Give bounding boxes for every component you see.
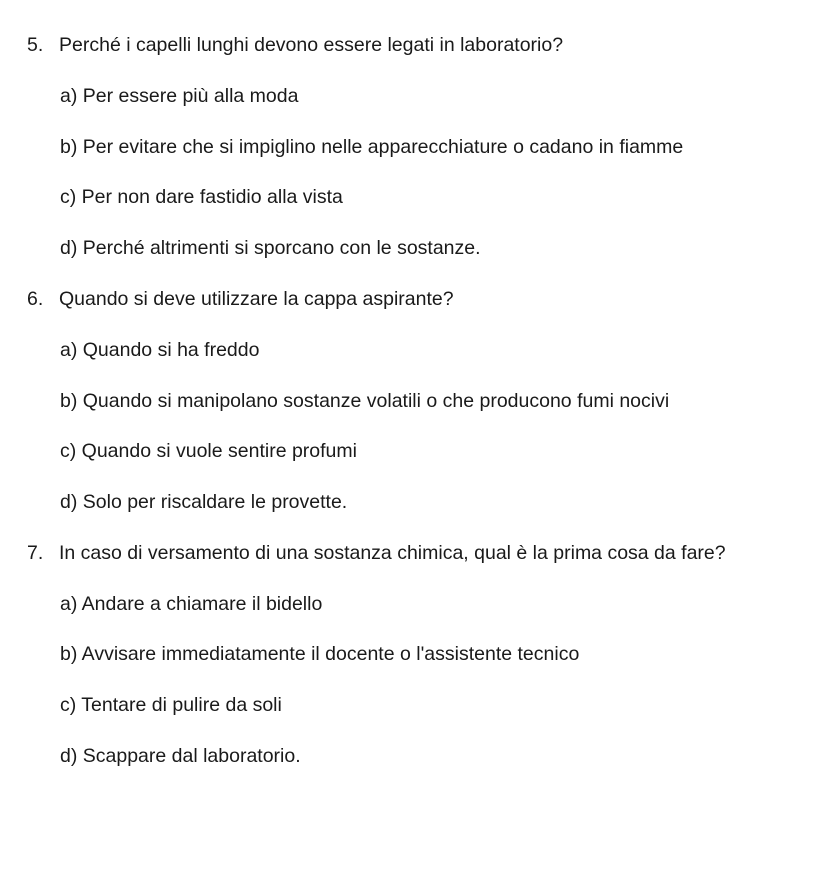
question-5-option-d: d) Perché altrimenti si sporcano con le sostanze. <box>60 237 481 259</box>
question-text: Quando si deve utilizzare la cappa aspirante? <box>59 288 454 310</box>
question-5-option-b: b) Per evitare che si impiglino nelle apparecchiature o cadano in fiamme <box>60 136 684 158</box>
question-text: Perché i capelli lunghi devono essere legati in laboratorio? <box>59 34 564 56</box>
question-text: In caso di versamento di una sostanza chimica, qual è la prima cosa da fare? <box>59 542 726 564</box>
question-5 <box>27 33 563 57</box>
question-number: 5. <box>27 34 44 56</box>
question-5-option-c: c) Per non dare fastidio alla vista <box>60 186 343 208</box>
question-7-option-a: a) Andare a chiamare il bidello <box>60 593 323 615</box>
question-6-option-a: a) Quando si ha freddo <box>60 339 260 361</box>
question-7-option-d: d) Scappare dal laboratorio. <box>60 745 301 767</box>
question-6 <box>27 287 454 311</box>
question-5-option-a: a) Per essere più alla moda <box>60 85 299 107</box>
question-7-option-b: b) Avvisare immediatamente il docente o l'assistente tecnico <box>60 643 580 665</box>
question-number: 7. <box>27 542 44 564</box>
question-6-option-b: b) Quando si manipolano sostanze volatili o che producono fumi nocivi <box>60 390 670 412</box>
question-7-option-c: c) Tentare di pulire da soli <box>60 694 282 716</box>
question-6-option-c: c) Quando si vuole sentire profumi <box>60 440 357 462</box>
question-6-option-d: d) Solo per riscaldare le provette. <box>60 491 348 513</box>
question-number: 6. <box>27 288 44 310</box>
question-7 <box>27 541 726 565</box>
